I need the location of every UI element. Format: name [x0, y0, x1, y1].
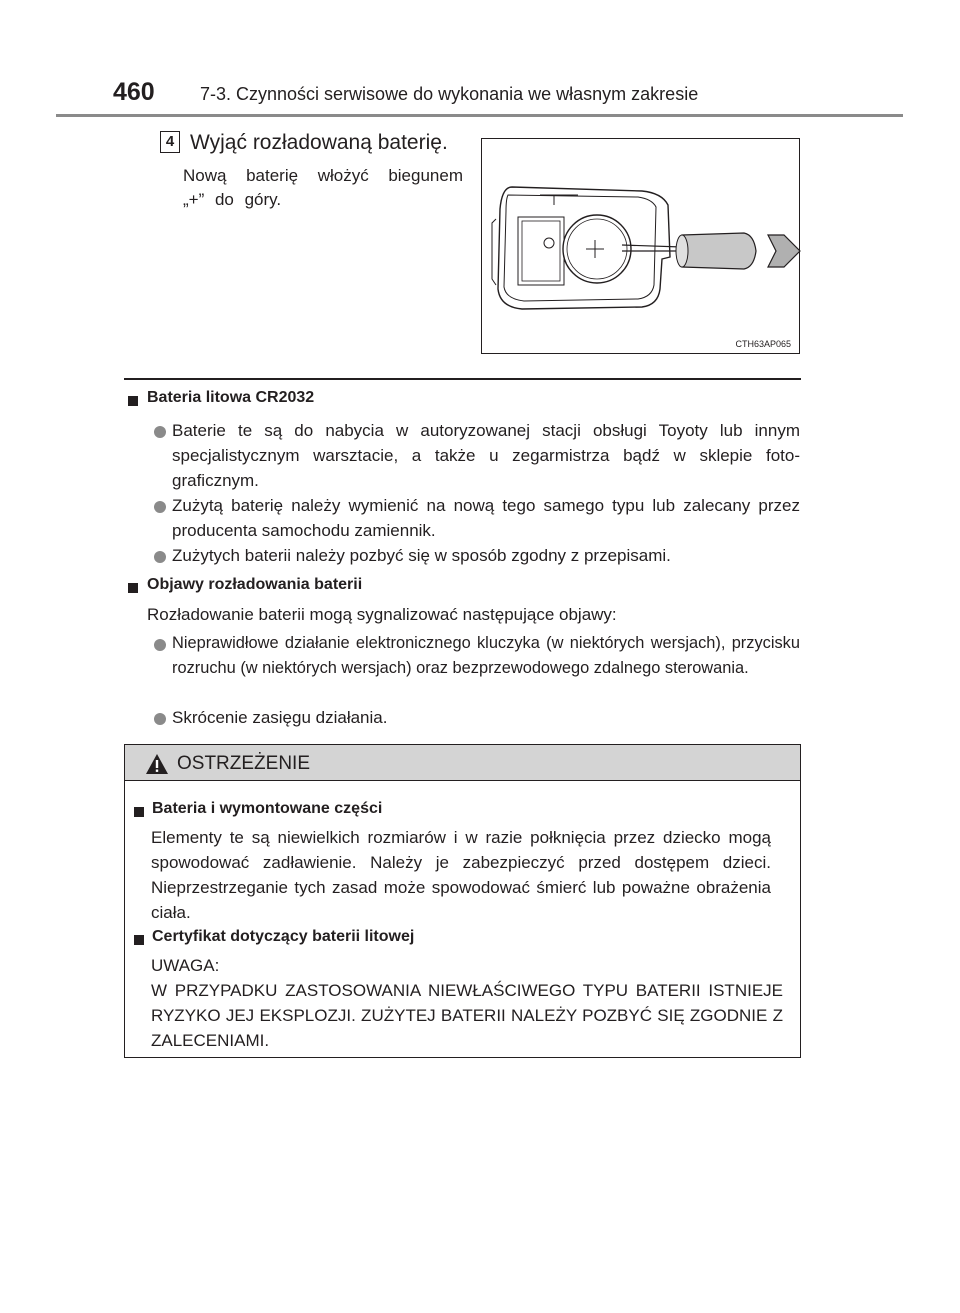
- warning-note-label: UWAGA:: [151, 956, 220, 975]
- warning-section-2-heading: Certyfikat dotyczący baterii litowej: [152, 928, 415, 945]
- bullet-dot: [154, 425, 166, 443]
- warning-section-1-text: Elementy te są niewielkich rozmiarów i w razie połknięcia przez dziecko mogą spowodować zadławienie. Należy je zabezpieczyć przed dostępem dzieci. Nieprzestrzeganie tych zasad może spowodować śmierć lub poważne obrażenia ciała.: [151, 828, 771, 922]
- warning-title: OSTRZEŻENIE: [177, 753, 311, 774]
- bullet-dot: [154, 550, 166, 568]
- step-number-box: 4: [160, 131, 180, 153]
- header-divider: [56, 114, 903, 117]
- warning-triangle-icon: [145, 753, 169, 775]
- battery-bullet-2: Zużytą baterię należy wymienić na nową tego samego typu lub zalecany przez producenta samochodu zamiennik.: [172, 496, 800, 540]
- bullet-dot: [154, 638, 166, 656]
- battery-heading: Bateria litowa CR2032: [147, 389, 315, 406]
- warning-header: [125, 745, 800, 781]
- section-divider: [124, 378, 801, 380]
- battery-bullet-1: Baterie te są do nabycia w autoryzowanej stacji obsługi Toyoty lub innym specjalistycznym warsztacie, a także u zegarmistrza bądź w sklepie foto-graficznym.: [172, 421, 800, 490]
- warning-section-2-text: W PRZYPADKU ZASTOSOWANIA NIEWŁAŚCIWEGO TYPU BATERII ISTNIEJE RYZYKO JEJ EKSPLOZJI. ZUŻYTEJ BATERII NALEŻY POZBYĆ SIĘ ZGODNIE Z ZALECENIAMI.: [151, 981, 783, 1050]
- warning-box: [124, 744, 801, 1058]
- step-title: Wyjąć rozładowaną baterię.: [190, 131, 448, 154]
- symptoms-heading: Objawy rozładowania baterii: [147, 576, 363, 593]
- symptoms-bullet-2: Skrócenie zasięgu działania.: [172, 708, 388, 727]
- section-title: 7-3. Czynności serwisowe do wykonania we własnym zakresie: [200, 84, 699, 104]
- symptoms-bullet-1: Nieprawidłowe działanie elektronicznego kluczyka (w niektórych wersjach), przycisku rozruchu (w niektórych wersjach) oraz bezprzewodowego zdalnego sterowania.: [172, 634, 800, 677]
- battery-heading-marker: [128, 393, 138, 411]
- key-battery-figure: [481, 138, 800, 354]
- symptoms-intro: Rozładowanie baterii mogą sygnalizować następujące objawy:: [147, 605, 617, 624]
- warning-section-1-heading: Bateria i wymontowane części: [152, 800, 383, 817]
- figure-code: CTH63AP065: [735, 339, 791, 349]
- key-battery-removal-icon: [482, 139, 801, 355]
- battery-bullet-3: Zużytych baterii należy pozbyć się w sposób zgodny z przepisami.: [172, 546, 671, 565]
- warning-section-marker: [134, 932, 144, 950]
- step-description: Nową baterię włożyć biegunem „+” do góry.: [183, 166, 463, 209]
- bullet-dot: [154, 712, 166, 730]
- page-number: 460: [113, 78, 155, 106]
- symptoms-heading-marker: [128, 580, 138, 598]
- warning-section-marker: [134, 804, 144, 822]
- bullet-dot: [154, 500, 166, 518]
